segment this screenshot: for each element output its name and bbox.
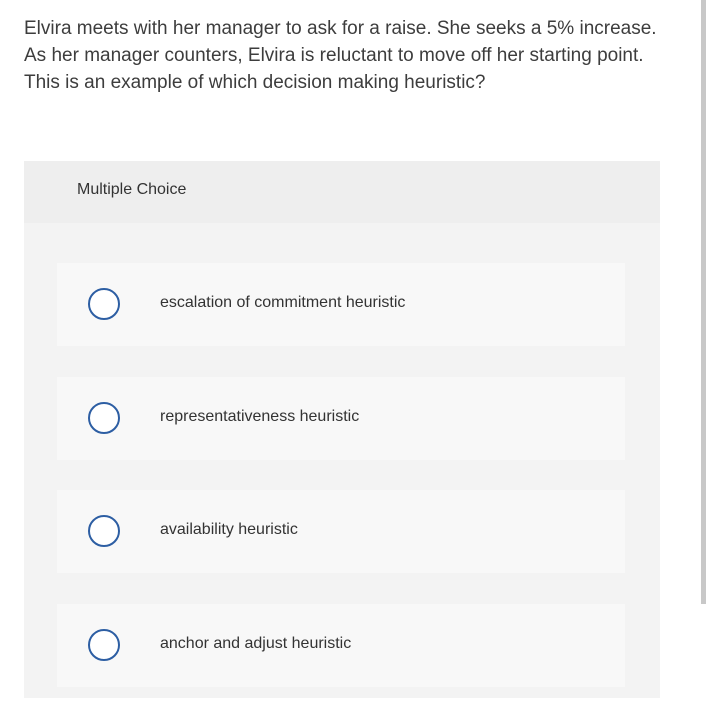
options-list: [24, 223, 660, 698]
option-representativeness[interactable]: [57, 377, 625, 460]
radio-button[interactable]: [88, 288, 120, 320]
option-label: escalation of commitment heuristic: [160, 294, 406, 311]
scrollbar[interactable]: [701, 0, 706, 604]
option-label: anchor and adjust heuristic: [160, 635, 352, 652]
option-availability[interactable]: [57, 490, 625, 573]
question-text: Elvira meets with her manager to ask for a raise. She seeks a 5% increase. As her manager counters, Elvira is reluctant to move off her starting point. This is an example of which decision making heuristic?: [24, 18, 657, 93]
option-anchor-and-adjust[interactable]: [57, 604, 625, 687]
option-escalation-of-commitment[interactable]: [57, 263, 625, 346]
panel-header: [24, 161, 660, 223]
option-label: representativeness heuristic: [160, 408, 360, 425]
radio-button[interactable]: [88, 402, 120, 434]
radio-button[interactable]: [88, 515, 120, 547]
multiple-choice-panel: [24, 161, 660, 698]
panel-title: Multiple Choice: [77, 181, 187, 198]
radio-button[interactable]: [88, 629, 120, 661]
option-label: availability heuristic: [160, 521, 298, 538]
